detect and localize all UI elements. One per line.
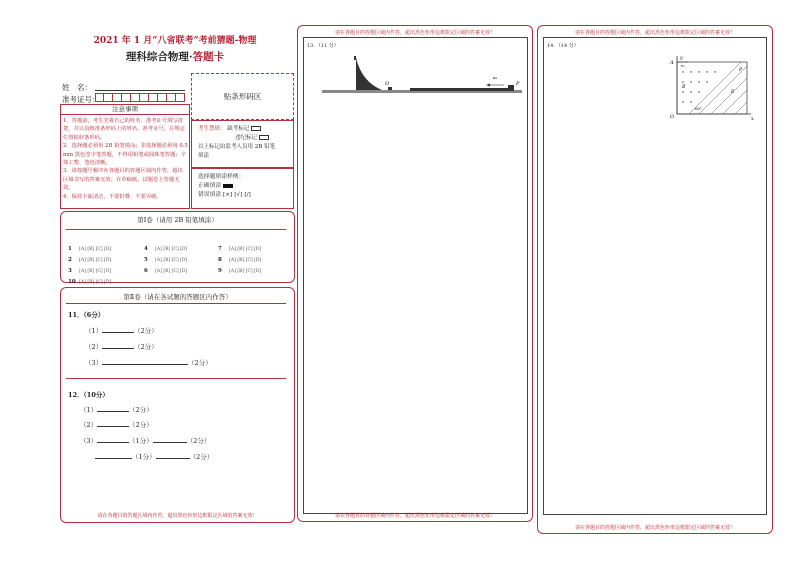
- mc-question[interactable]: 10 [A] [B] [C] [D]: [68, 279, 112, 285]
- violation-mark-label: 违纪标记: [235, 135, 258, 141]
- option-a[interactable]: [A]: [79, 258, 86, 263]
- part2-divider: [66, 303, 286, 304]
- label-x: x: [751, 116, 754, 122]
- correct-label: 正确填涂: [198, 183, 222, 189]
- option-d[interactable]: [D]: [254, 258, 262, 263]
- q11-divider: [66, 378, 286, 379]
- q13-figure: [318, 52, 528, 102]
- option-c[interactable]: [C]: [95, 269, 103, 274]
- option-c[interactable]: [C]: [245, 269, 253, 274]
- q12-line: （1） （2分）: [80, 406, 153, 414]
- answer-blank[interactable]: [97, 436, 129, 443]
- label-p: P: [739, 68, 743, 73]
- option-b[interactable]: [B]: [163, 247, 171, 252]
- block-p: [508, 85, 514, 91]
- option-d[interactable]: [D]: [254, 247, 262, 252]
- q11-line: （2） （2分）: [85, 343, 158, 351]
- wrong-label: 错误填涂: [198, 192, 222, 198]
- id-boxes[interactable]: [95, 93, 185, 102]
- option-a[interactable]: [A]: [155, 247, 162, 252]
- label-o: O: [385, 81, 390, 87]
- label-p: P: [516, 81, 520, 87]
- mc-question[interactable]: 5 [A] [B] [C] [D]: [144, 257, 188, 263]
- q12-line: （1分） （2分）: [95, 452, 213, 461]
- option-d[interactable]: [D]: [104, 269, 112, 274]
- missing-mark-box[interactable]: [251, 126, 261, 131]
- missing-mark-label: 缺考标记: [227, 126, 250, 132]
- violation-mark-box[interactable]: [259, 135, 269, 140]
- option-d[interactable]: [D]: [104, 280, 112, 285]
- label-v0: v₀: [681, 63, 685, 68]
- name-label: 姓 名：: [62, 83, 92, 92]
- q14-heading: 14．（14 分）: [547, 43, 579, 49]
- answer-blank[interactable]: [156, 452, 190, 459]
- option-c[interactable]: [C]: [171, 258, 179, 263]
- option-a[interactable]: [A]: [229, 258, 236, 263]
- barcode-label: 贴条形码区: [223, 92, 262, 101]
- q11-line: （1） （2分）: [85, 327, 158, 335]
- exam-title: 2021 年 1 月“八省联考”考前猜题-物理: [93, 36, 257, 46]
- option-b[interactable]: [B]: [237, 258, 245, 263]
- absent-hint-2: 填涂: [198, 153, 210, 159]
- label-o: O: [670, 114, 675, 120]
- answer-blank[interactable]: [153, 436, 187, 443]
- label-y: y: [680, 56, 683, 61]
- option-a[interactable]: [A]: [79, 269, 86, 274]
- mc-question[interactable]: 2 [A] [B] [C] [D]: [68, 257, 112, 263]
- option-d[interactable]: [D]: [180, 258, 188, 263]
- option-d[interactable]: [D]: [180, 247, 188, 252]
- label-b: B: [682, 85, 686, 90]
- option-b[interactable]: [B]: [163, 258, 171, 263]
- option-c[interactable]: [C]: [95, 258, 103, 263]
- option-c[interactable]: [C]: [245, 247, 253, 252]
- answer-blank[interactable]: [97, 405, 129, 412]
- note-item: 1．答题前，考生先将自己的姓名、准考证号填写清楚，并认真核准条形码上的姓名、准考证号，在规定位置贴好条形码。: [63, 118, 185, 141]
- answer-blank[interactable]: [102, 342, 134, 349]
- answer-blank[interactable]: [97, 420, 129, 427]
- option-b[interactable]: [B]: [87, 269, 95, 274]
- footer-warning: 请在各题目的答题区域内作答，超出黑色矩形边框限定区域的答案无效！: [97, 513, 258, 519]
- long-board: [410, 88, 508, 91]
- option-d[interactable]: [D]: [104, 258, 112, 263]
- option-d[interactable]: [D]: [180, 269, 188, 274]
- option-b[interactable]: [B]: [163, 269, 171, 274]
- option-c[interactable]: [C]: [95, 280, 103, 285]
- footer-warning: 请在各题目的答题区域内作答，超出黑色矩形边框限定区域的答案无效！: [574, 525, 735, 531]
- answer-blank[interactable]: [95, 452, 132, 459]
- subtitle-answer-card: 答题卡: [192, 51, 225, 63]
- part2-title: 第Ⅱ卷（请在各试题的答题区内作答）: [123, 293, 232, 301]
- subtitle-main: 理科综合物理: [125, 51, 189, 63]
- label-e: E: [731, 90, 735, 95]
- mc-question[interactable]: 9 [A] [B] [C] [D]: [218, 268, 262, 274]
- option-a[interactable]: [A]: [79, 280, 86, 285]
- subtitle-separator: ·: [188, 51, 193, 63]
- option-a[interactable]: [A]: [155, 269, 162, 274]
- part1-title: 第Ⅰ卷（请用 2B 铅笔填涂）: [137, 216, 218, 224]
- id-label: 准考证号：: [62, 95, 100, 104]
- q11-line: （3） （2分）: [85, 359, 212, 367]
- correct-fill-sample: [223, 184, 233, 188]
- option-a[interactable]: [A]: [229, 247, 236, 252]
- mc-question[interactable]: 1 [A] [B] [C] [D]: [68, 246, 112, 252]
- q13-answer-area[interactable]: [303, 37, 528, 514]
- absent-label: 考生禁填：: [198, 126, 226, 132]
- block-o: [388, 87, 392, 90]
- q13-heading: 13．（11 分）: [307, 43, 339, 49]
- mc-question[interactable]: 4 [A] [B] [C] [D]: [144, 246, 188, 252]
- note-item: 2．选择题必须用 2B 铅笔填涂；非选择题必须用 0.5 mm 黑色签字笔答题，不得用铅笔或圆珠笔答题；字体工整、笔迹清晰。: [63, 143, 188, 167]
- option-b[interactable]: [B]: [87, 258, 95, 263]
- mc-question[interactable]: 6 [A] [B] [C] [D]: [144, 268, 188, 274]
- option-b[interactable]: [B]: [237, 247, 245, 252]
- mc-question[interactable]: 3 [A] [B] [C] [D]: [68, 268, 112, 274]
- mc-question[interactable]: 7 [A] [B] [C] [D]: [218, 246, 262, 252]
- top-warning: 请在各题目的答题区域内作答，超出黑色矩形边框限定区域的答案无效！: [334, 30, 495, 36]
- quarter-ramp: [350, 58, 382, 90]
- magnetic-dots: [682, 71, 715, 102]
- q12-line: （3） （1分） （2分）: [80, 437, 211, 445]
- wrong-fill-samples: [×] [√] [/]: [223, 192, 251, 198]
- option-c[interactable]: [C]: [95, 247, 103, 252]
- option-c[interactable]: [C]: [171, 269, 179, 274]
- note-item: 3．请按题号顺序在各题目的答题区域内作答，超出区域书写的答案无效；在草稿纸、试题卷上答题无效。: [63, 168, 183, 192]
- label-a: A: [670, 60, 674, 66]
- q12-heading: 12．（10分）: [68, 391, 109, 399]
- part1-divider: [66, 229, 286, 230]
- label-m: m: [493, 75, 497, 80]
- option-c[interactable]: [C]: [245, 258, 253, 263]
- option-a[interactable]: [A]: [155, 258, 162, 263]
- q14-figure: [667, 52, 757, 122]
- example-content: [198, 173, 251, 200]
- option-b[interactable]: [B]: [237, 269, 245, 274]
- q12-line: （2） （2分）: [80, 421, 153, 429]
- absent-content: [198, 125, 275, 161]
- example-title: 选择题填涂样例：: [198, 174, 245, 180]
- option-c[interactable]: [C]: [171, 247, 179, 252]
- label-angle: 60°: [695, 106, 703, 111]
- q11-heading: 11．（6分）: [68, 311, 105, 319]
- name-field[interactable]: [95, 90, 185, 91]
- field-region: [677, 62, 747, 114]
- top-warning: 请在各题目的答题区域内作答，超出黑色矩形边框限定区域的答案无效！: [574, 30, 735, 36]
- card-subtitle: [70, 49, 280, 64]
- option-d[interactable]: [D]: [254, 269, 262, 274]
- mc-question[interactable]: 8 [A] [B] [C] [D]: [218, 257, 262, 263]
- option-a[interactable]: [A]: [229, 269, 236, 274]
- notes-title: 注意事项: [60, 104, 190, 115]
- answer-blank[interactable]: [102, 326, 134, 333]
- option-b[interactable]: [B]: [87, 247, 95, 252]
- option-a[interactable]: [A]: [79, 247, 86, 252]
- option-b[interactable]: [B]: [87, 280, 95, 285]
- notes-list: [63, 117, 188, 201]
- answer-blank[interactable]: [102, 358, 188, 365]
- note-item: 4．保持卡面清洁，不要折叠、不要弄破。: [63, 193, 162, 200]
- option-d[interactable]: [D]: [104, 247, 112, 252]
- absent-hint: 以上标记由监考人员用 2B 铅笔: [198, 144, 276, 150]
- footer-warning: 请在各题目的答题区域内作答，超出黑色矩形边框限定区域的答案无效！: [334, 513, 495, 519]
